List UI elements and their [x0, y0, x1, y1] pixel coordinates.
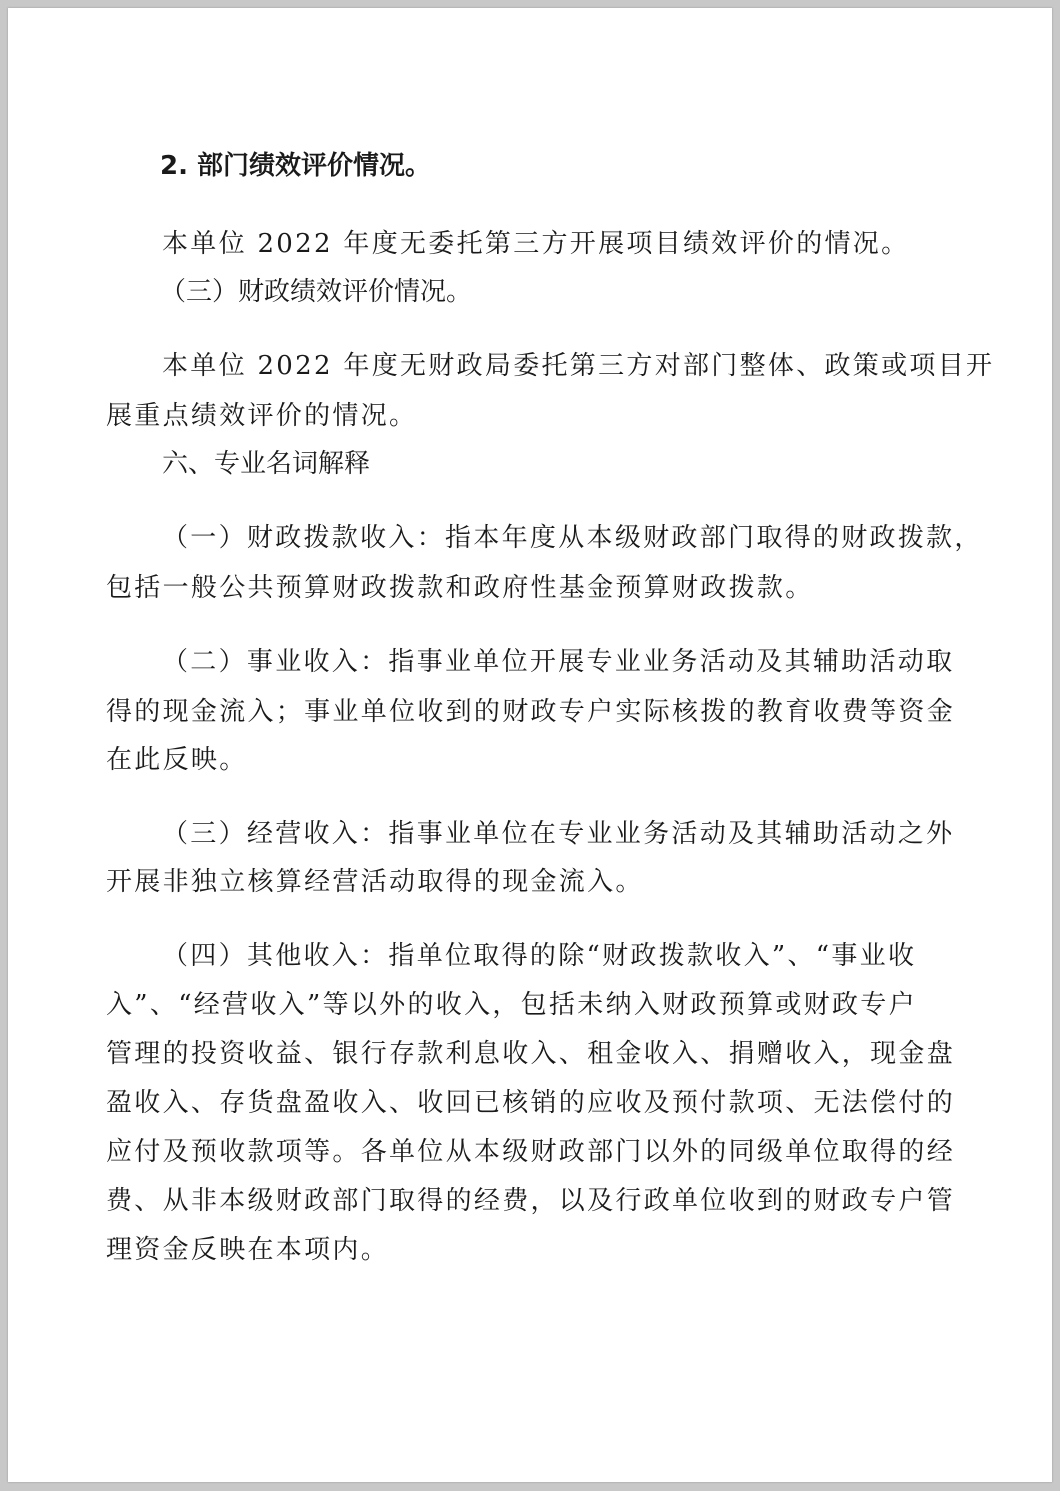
document-page — [8, 8, 1052, 1482]
section-3-body-line-1: 本单位 2022 年度无财政局委托第三方对部门整体、政策或项目开 — [162, 351, 995, 381]
term-1-text-line-2: 包括一般公共预算财政拨款和政府性基金预算财政拨款。 — [106, 573, 814, 603]
term-4-text-line-2: 入”、“经营收入”等以外的收入，包括未纳入财政预算或财政专户 — [106, 990, 917, 1020]
section-6-heading: 六、专业名词解释 — [162, 449, 371, 479]
term-2-first-line — [162, 646, 954, 678]
section-3-body-line-2: 展重点绩效评价的情况。 — [106, 401, 418, 431]
term-2-label: （二）事业收入： — [162, 647, 389, 677]
term-1-text-line-1: 指本年度从本级财政部门取得的财政拨款， — [445, 523, 983, 553]
term-4-text-line-5: 应付及预收款项等。各单位从本级财政部门以外的同级单位取得的经 — [106, 1137, 956, 1167]
term-3-label: （三）经营收入： — [162, 819, 389, 849]
term-1-label: （一）财政拨款收入： — [162, 523, 446, 553]
section-2-body: 本单位 2022 年度无委托第三方开展项目绩效评价的情况。 — [162, 229, 910, 259]
term-3-text-line-2: 开展非独立核算经营活动取得的现金流入。 — [106, 867, 644, 897]
term-4-text-line-3: 管理的投资收益、银行存款利息收入、租金收入、捐赠收入，现金盘 — [106, 1039, 956, 1069]
term-2-text-line-1: 指事业单位开展专业业务活动及其辅助活动取 — [388, 647, 955, 677]
term-1-first-line — [162, 522, 983, 554]
term-4-text-line-7: 理资金反映在本项内。 — [106, 1235, 390, 1265]
term-2-text-line-2: 得的现金流入；事业单位收到的财政专户实际核拨的教育收费等资金 — [106, 697, 956, 727]
term-3-text-line-1: 指事业单位在专业业务活动及其辅助活动之外 — [388, 819, 955, 849]
term-4-text-line-4: 盈收入、存货盘盈收入、收回已核销的应收及预付款项、无法偿付的 — [106, 1088, 956, 1118]
term-4-text-line-1: 指单位取得的除“财政拨款收入”、“事业收 — [388, 941, 917, 971]
term-4-label: （四）其他收入： — [162, 941, 389, 971]
section-3-heading: （三）财政绩效评价情况。 — [160, 277, 473, 307]
term-3-first-line — [162, 818, 954, 850]
term-2-text-line-3: 在此反映。 — [106, 745, 248, 775]
term-4-text-line-6: 费、从非本级财政部门取得的经费，以及行政单位收到的财政专户管 — [106, 1186, 956, 1216]
section-2-heading: 2. 部门绩效评价情况。 — [160, 151, 432, 181]
term-4-first-line — [162, 940, 916, 972]
